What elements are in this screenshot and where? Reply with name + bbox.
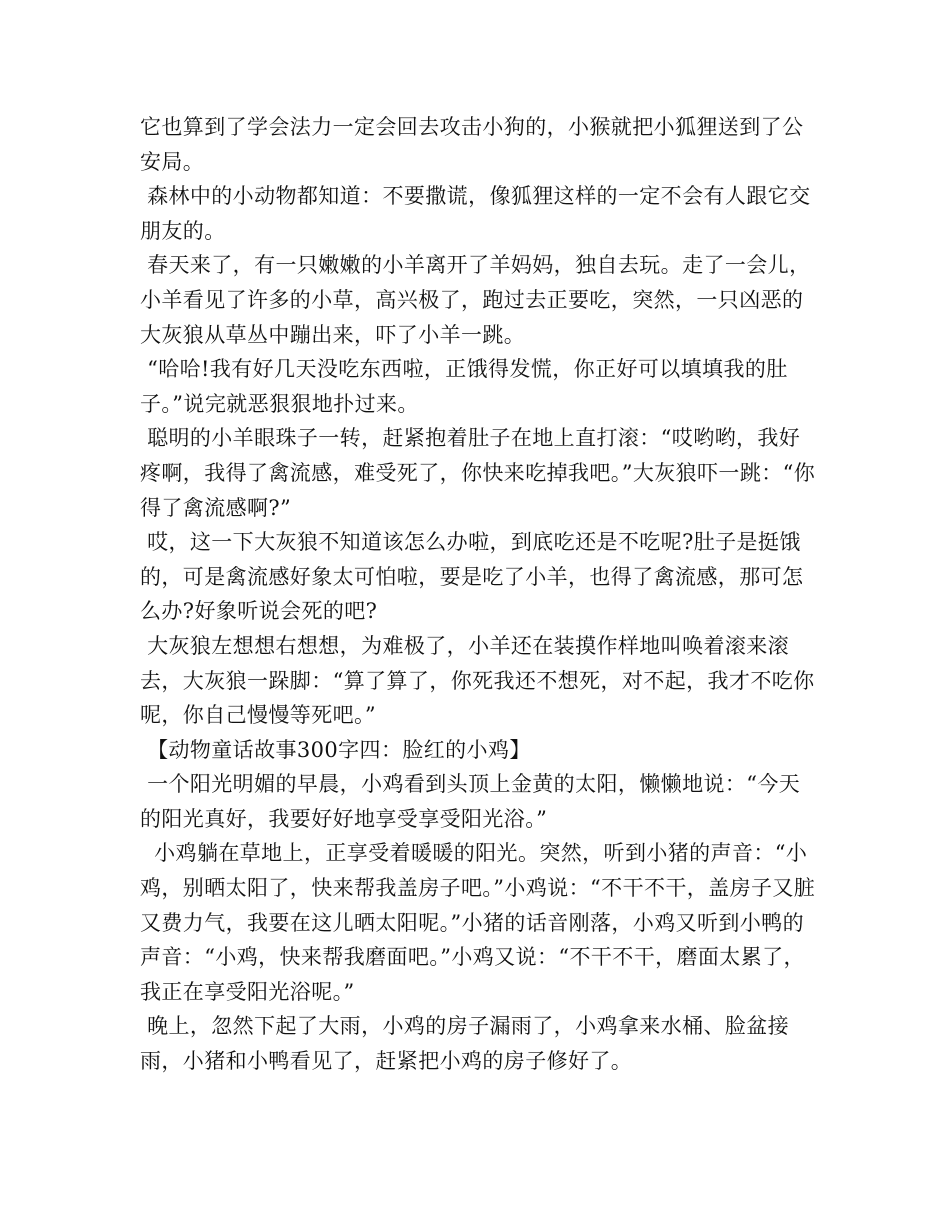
paragraph: 聪明的小羊眼珠子一转，赶紧抱着肚子在地上直打滚：“哎哟哟，我好疼啊，我得了禽流感，难受死了，你快来吃掉我吧。”大灰狼吓一跳：“你得了禽流感啊?” [140, 426, 816, 520]
document-body [140, 110, 820, 1079]
paragraph: 它也算到了学会法力一定会回去攻击小狗的，小猴就把小狐狸送到了公安局。 [140, 115, 804, 174]
paragraph: “哈哈!我有好几天没吃东西啦，正饿得发慌，你正好可以填填我的肚子。”说完就恶狠狠地扑过来。 [140, 357, 788, 416]
paragraph: 大灰狼左想想右想想，为难极了，小羊还在装摸作样地叫唤着滚来滚去，大灰狼一跺脚：“算了算了，你死我还不想死，对不起，我才不吃你呢，你自己慢慢等死吧。” [140, 633, 815, 728]
paragraph: 一个阳光明媚的早晨，小鸡看到头顶上金黄的太阳，懒懒地说：“今天的阳光真好，我要好好地享受享受阳光浴。” [140, 772, 801, 831]
paragraph: 哎，这一下大灰狼不知道该怎么办啦，到底吃还是不吃呢?肚子是挺饿的，可是禽流感好象太可怕啦，要是吃了小羊，也得了禽流感，那可怎么办?好象听说会死的吧? [140, 530, 804, 624]
paragraph: 小鸡躺在草地上，正享受着暖暖的阳光。突然，听到小猪的声音：“小鸡，别晒太阳了，快来帮我盖房子吧。”小鸡说：“不干不干，盖房子又脏又费力气，我要在这儿晒太阳呢。”小猪的话音刚落，小鸡又听到小鸭的声音：“小鸡，快来帮我磨面吧。”小鸡又说：“不干不干，磨面太累了，我正在享受阳光浴呢。” [140, 841, 816, 1004]
paragraph: 春天来了，有一只嫩嫩的小羊离开了羊妈妈，独自去玩。走了一会儿，小羊看见了许多的小草，高兴极了，跑过去正要吃，突然，一只凶恶的大灰狼从草丛中蹦出来，吓了小羊一跳。 [140, 253, 811, 347]
paragraph: 森林中的小动物都知道：不要撒谎，像狐狸这样的一定不会有人跟它交朋友的。 [140, 184, 811, 243]
section-heading: 【动物童话故事300字四：脸红的小鸡】 [140, 737, 531, 762]
paragraph: 晚上，忽然下起了大雨，小鸡的房子漏雨了，小鸡拿来水桶、脸盆接雨，小猪和小鸭看见了，赶紧把小鸡的房子修好了。 [140, 1014, 790, 1074]
